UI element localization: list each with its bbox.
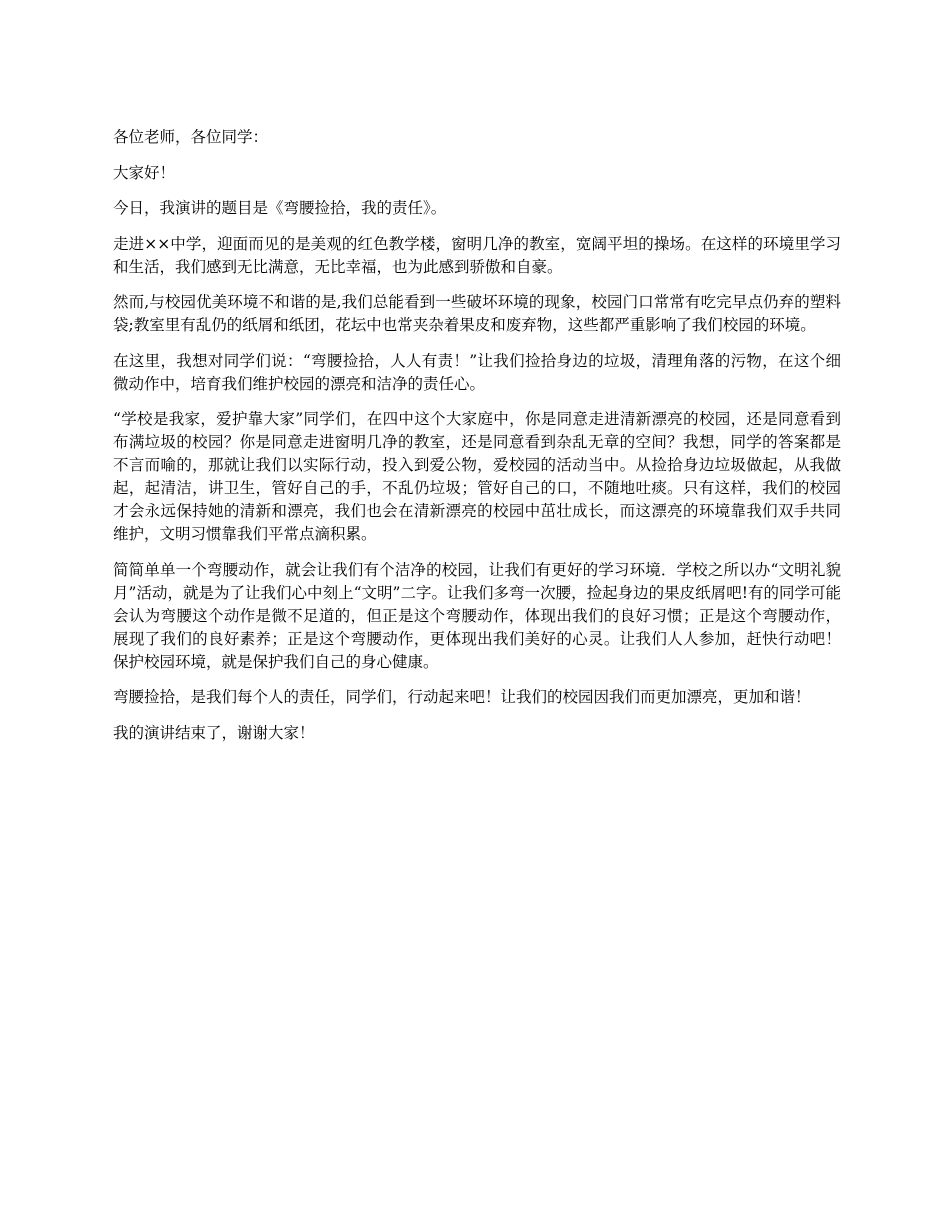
salutation: 各位老师，各位同学：: [113, 128, 269, 146]
closing: 我的演讲结束了，谢谢大家！: [113, 723, 315, 742]
paragraph: 走进××中学，迎面而见的是美观的红色教学楼，窗明几净的教室，宽阔平坦的操场。在这样的环境里学习和生活，我们感到无比满意，无比幸福，也为此感到骄傲和自豪。: [113, 234, 841, 276]
paragraph: “学校是我家，爱护靠大家”同学们，在四中这个大家庭中，你是同意走进清新漂亮的校园，还是同意看到布满垃圾的校园？你是同意走进窗明几净的教室，还是同意看到杂乱无章的空间？我想，同学的答案都是不言而喻的，那就让我们以实际行动，投入到爱公物，爱校园的活动当中。从捡拾身边垃圾做起，从我做起，起清洁，讲卫生，管好自己的手，不乱仍垃圾；管好自己的口，不随地吐痰。只有这样，我们的校园才会永远保持她的清新和漂亮，我们也会在清新漂亮的校园中茁壮成长，而这漂亮的环境靠我们双手共同维护，文明习惯靠我们平常点滴积累。: [113, 410, 841, 543]
paragraph: 在这里，我想对同学们说：“弯腰捡拾，人人有责！”让我们捡拾身边的垃圾，清理角落的污物，在这个细微动作中，培育我们维护校园的漂亮和洁净的责任心。: [113, 351, 841, 393]
greeting: 大家好！: [113, 163, 176, 182]
paragraph: 简简单单一个弯腰动作，就会让我们有个洁净的校园，让我们有更好的学习环境．学校之所以办“文明礼貌月”活动，就是为了让我们心中刻上“文明”二字。让我们多弯一次腰，捡起身边的果皮纸屑吧!有的同学可能会认为弯腰这个动作是微不足道的，但正是这个弯腰动作，体现出我们的良好习惯；正是这个弯腰动作，展现了我们的良好素养；正是这个弯腰动作，更体现出我们美好的心灵。让我们人人参加，赶快行动吧！保护校园环境，就是保护我们自己的身心健康。: [113, 560, 841, 671]
paragraph: 弯腰捡拾，是我们每个人的责任，同学们，行动起来吧！让我们的校园因我们而更加漂亮，更加和谐！: [113, 688, 811, 706]
paragraph: 然而,与校园优美环境不和谐的是,我们总能看到一些破坏环境的现象，校园门口常常有吃完早点仍弃的塑料袋;教室里有乱仍的纸屑和纸团，花坛中也常夹杂着果皮和废弃物，这些都严重影响了我们校园的环境。: [113, 293, 841, 334]
speech-body: [113, 126, 841, 757]
speech-topic: 今日，我演讲的题目是《弯腰捡拾，我的责任》。: [113, 199, 447, 217]
